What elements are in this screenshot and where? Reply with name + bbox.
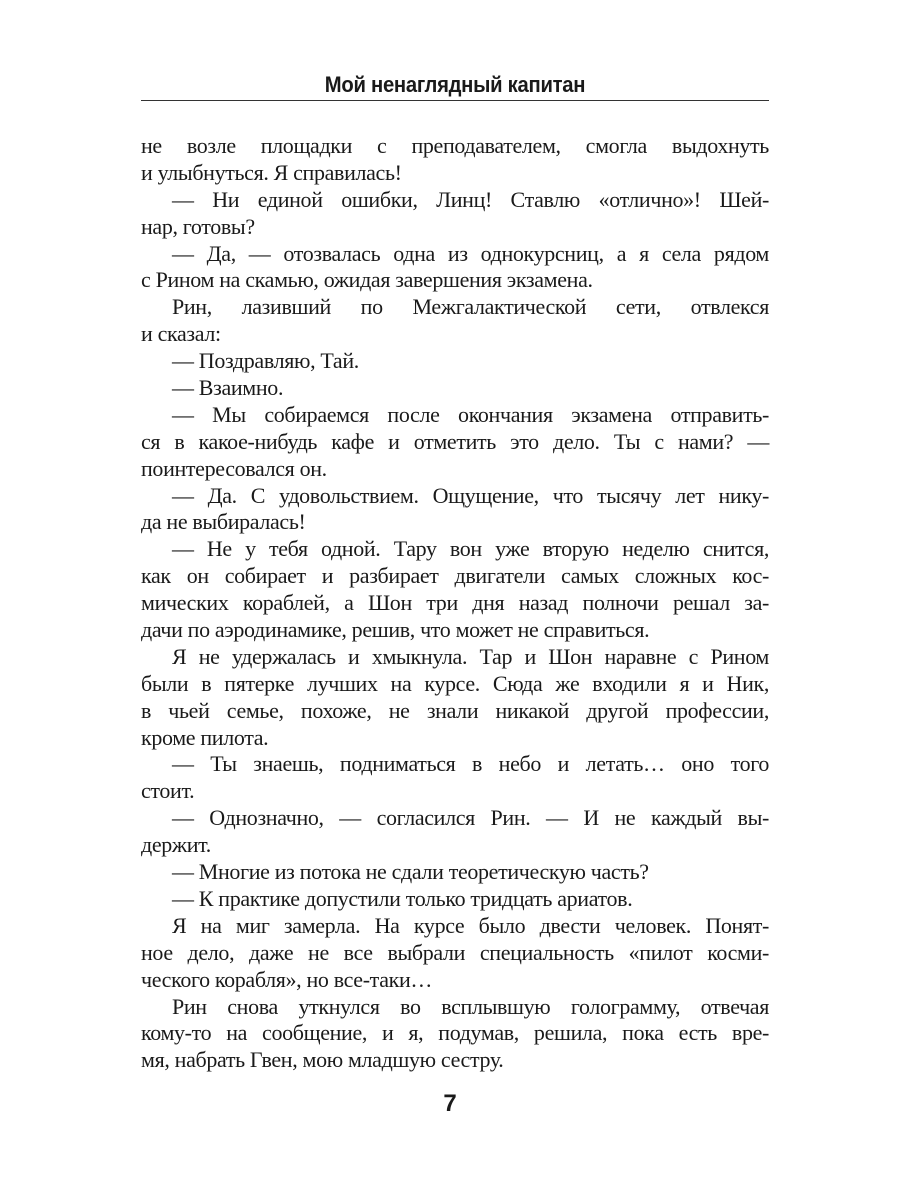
- text-line: — Взаимно.: [172, 375, 284, 401]
- text-line: и улыбнуться. Я справилась!: [141, 159, 402, 185]
- text-line: дачи по аэродинамике, решив, что может не справиться.: [141, 617, 650, 643]
- text-line: ческого корабля», но все-таки…: [141, 966, 433, 992]
- text-line: — К практике допустили только тридцать ариатов.: [172, 885, 633, 911]
- text-line: Рин снова уткнулся во всплывшую голограмму, отвечая: [172, 993, 769, 1019]
- page-number: 7: [443, 1090, 457, 1117]
- text-line: мических кораблей, а Шон три дня назад полночи решал за-: [141, 590, 769, 616]
- text-line: — Ни единой ошибки, Линц! Ставлю «отлично»! Шей-: [172, 186, 769, 212]
- header-rule: [141, 100, 769, 101]
- text-line: были в пятерке лучших на курсе. Сюда же входили я и Ник,: [141, 670, 769, 696]
- text-line: не возле площадки с преподавателем, смогла выдохнуть: [141, 133, 769, 158]
- text-line: стоит.: [141, 778, 195, 804]
- text-line: держит.: [141, 832, 211, 858]
- text-line: мя, набрать Гвен, мою младшую сестру.: [141, 1047, 504, 1073]
- text-line: как он собирает и разбирает двигатели самых сложных кос-: [141, 563, 769, 589]
- running-header-title: Мой ненаглядный капитан: [324, 72, 586, 97]
- page-body-text: [141, 133, 769, 1074]
- text-line: с Рином на скамью, ожидая завершения экзамена.: [141, 267, 593, 293]
- text-line: кому-то на сообщение, и я, подумав, решила, пока есть вре-: [141, 1020, 769, 1046]
- text-line: — Мы собираемся после окончания экзамена отправить-: [172, 401, 769, 427]
- text-line: в чьей семье, похоже, не знали никакой другой профессии,: [141, 697, 769, 723]
- text-line: Рин, лазивший по Межгалактической сети, отвлекся: [172, 294, 769, 320]
- text-line: — Да. С удовольствием. Ощущение, что тысячу лет нику-: [172, 482, 769, 508]
- text-line: — Поздравляю, Тай.: [172, 348, 359, 374]
- text-line: кроме пилота.: [141, 724, 269, 750]
- text-line: нар, готовы?: [141, 213, 255, 239]
- text-line: — Ты знаешь, подниматься в небо и летать… оно того: [172, 751, 769, 777]
- text-line: — Не у тебя одной. Тару вон уже вторую неделю снится,: [172, 536, 769, 562]
- text-line: и сказал:: [141, 321, 221, 347]
- text-line: да не выбиралась!: [141, 509, 306, 535]
- text-line: ся в какое-нибудь кафе и отметить это дело. Ты с нами? —: [141, 428, 769, 454]
- text-line: — Да, — отозвалась одна из однокурсниц, а я села рядом: [172, 240, 769, 266]
- text-line: ное дело, даже не все выбрали специальность «пилот косми-: [141, 939, 769, 965]
- text-line: — Однозначно, — согласился Рин. — И не каждый вы-: [172, 805, 769, 831]
- text-line: Я не удержалась и хмыкнула. Тар и Шон наравне с Рином: [172, 643, 769, 669]
- text-line: — Многие из потока не сдали теоретическую часть?: [172, 859, 649, 885]
- text-line: Я на миг замерла. На курсе было двести человек. Понят-: [172, 912, 769, 938]
- text-line: поинтересовался он.: [141, 455, 327, 481]
